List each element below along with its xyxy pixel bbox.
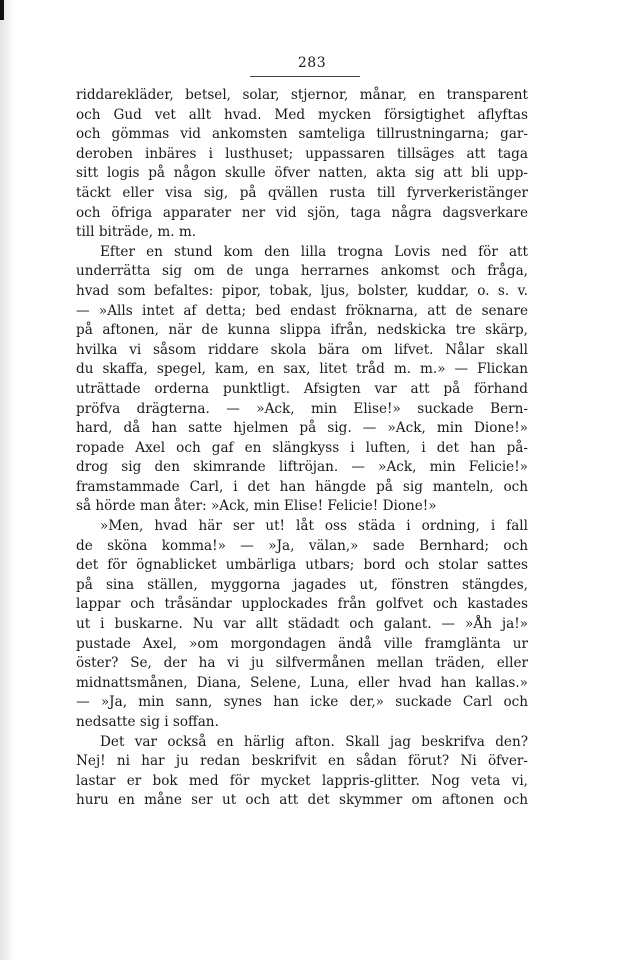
text-line: och öfriga apparater ner vid sjön, taga några dagsverkare bbox=[76, 204, 528, 221]
text-line: hvilka vi såsom riddare skola bära om lifvet. Nålar skall bbox=[76, 341, 528, 358]
text-line: riddarekläder, betsel, solar, stjernor, månar, en transparent bbox=[76, 87, 528, 103]
text-line: nedsatte sig i soffan. bbox=[76, 714, 219, 730]
text-line: Det var också en härlig afton. Skall jag beskrifva den? bbox=[100, 733, 528, 750]
text-line: ut i buskarne. Nu var allt städadt och galant. — »Åh ja!» bbox=[76, 616, 528, 633]
text-line: täckt eller visa sig, på qvällen rusta till fyrverkeristänger bbox=[76, 184, 528, 201]
text-line: »Men, hvad här ser ut! låt oss städa i ordning, i fall bbox=[100, 518, 528, 535]
text-line: det för ögnablicket umbärliga utbars; bord och stolar sattes bbox=[76, 557, 528, 574]
text-line: så hörde man åter: »Ack, min Elise! Felicie! Dione!» bbox=[76, 498, 437, 515]
text-line: — »Alls intet af detta; bed endast fröknarna, att de senare bbox=[76, 302, 528, 319]
body-text bbox=[76, 86, 528, 811]
text-line: — »Ja, min sann, synes han icke der,» suckade Carl och bbox=[76, 694, 528, 711]
text-line: på sina ställen, myggorna jagades ut, fönstren stängdes, bbox=[76, 576, 528, 593]
text-line: Efter en stund kom den lilla trogna Lovis ned för att bbox=[100, 243, 528, 260]
text-line: hard, då han satte hjelmen på sig. — »Ack, min Dione!» bbox=[76, 420, 528, 437]
header-rule bbox=[250, 76, 360, 77]
text-line: öster? Se, der ha vi ju silfvermånen mellan träden, eller bbox=[76, 655, 528, 672]
text-line: de sköna komma!» — »Ja, välan,» sade Bernhard; och bbox=[76, 537, 528, 554]
text-line: deroben inbäres i lusthuset; uppassaren tillsäges att taga bbox=[76, 145, 528, 162]
binding-mark bbox=[0, 0, 4, 20]
text-line: underrätta sig om de unga herrarnes ankomst och fråga, bbox=[76, 263, 528, 280]
text-line: till biträde, m. m. bbox=[76, 224, 197, 241]
scanned-page-edge bbox=[0, 0, 14, 960]
text-line: pröfva drägterna. — »Ack, min Elise!» suckade Bern- bbox=[76, 400, 528, 417]
text-line: hvad som befaltes: pipor, tobak, ljus, bolster, kuddar, o. s. v. bbox=[76, 282, 528, 299]
text-line: pustade Axel, »om morgondagen ändå ville framglänta ur bbox=[76, 635, 528, 652]
text-line: drog sig den skimrande liftröjan. — »Ack, min Felicie!» bbox=[76, 459, 528, 476]
text-line: du skaffa, spegel, kam, en sax, litet tråd m. m.» — Flickan bbox=[76, 361, 528, 378]
text-line: framstammade Carl, i det han hängde på sig manteln, och bbox=[76, 478, 528, 495]
text-line: uträttade orderna punktligt. Afsigten var att på förhand bbox=[76, 380, 528, 397]
text-line: på aftonen, när de kunna slippa ifrån, nedskicka tre skärp, bbox=[76, 322, 528, 339]
text-line: och gömmas vid ankomsten samteliga tillrustningarna; gar- bbox=[76, 126, 528, 143]
page-number: 283 bbox=[297, 55, 327, 71]
text-line: lastar er bok med för mycket lappris-glitter. Nog veta vi, bbox=[76, 772, 528, 789]
text-line: midnattsmånen, Diana, Selene, Luna, eller hvad han kallas.» bbox=[76, 674, 528, 691]
text-line: ropade Axel och gaf en slängkyss i luften, i det han på- bbox=[76, 439, 528, 456]
text-line: huru en måne ser ut och att det skymmer om aftonen och bbox=[76, 792, 528, 809]
text-line: och Gud vet allt hvad. Med mycken försigtighet aflyftas bbox=[76, 106, 528, 123]
text-line: Nej! ni har ju redan beskrifvit en sådan förut? Ni öfver- bbox=[76, 753, 528, 770]
text-line: lappar och tråsändar upplockades från golfvet och kastades bbox=[76, 596, 528, 613]
text-line: sitt logis på någon skulle öfver natten, akta sig att bli upp- bbox=[76, 165, 528, 182]
